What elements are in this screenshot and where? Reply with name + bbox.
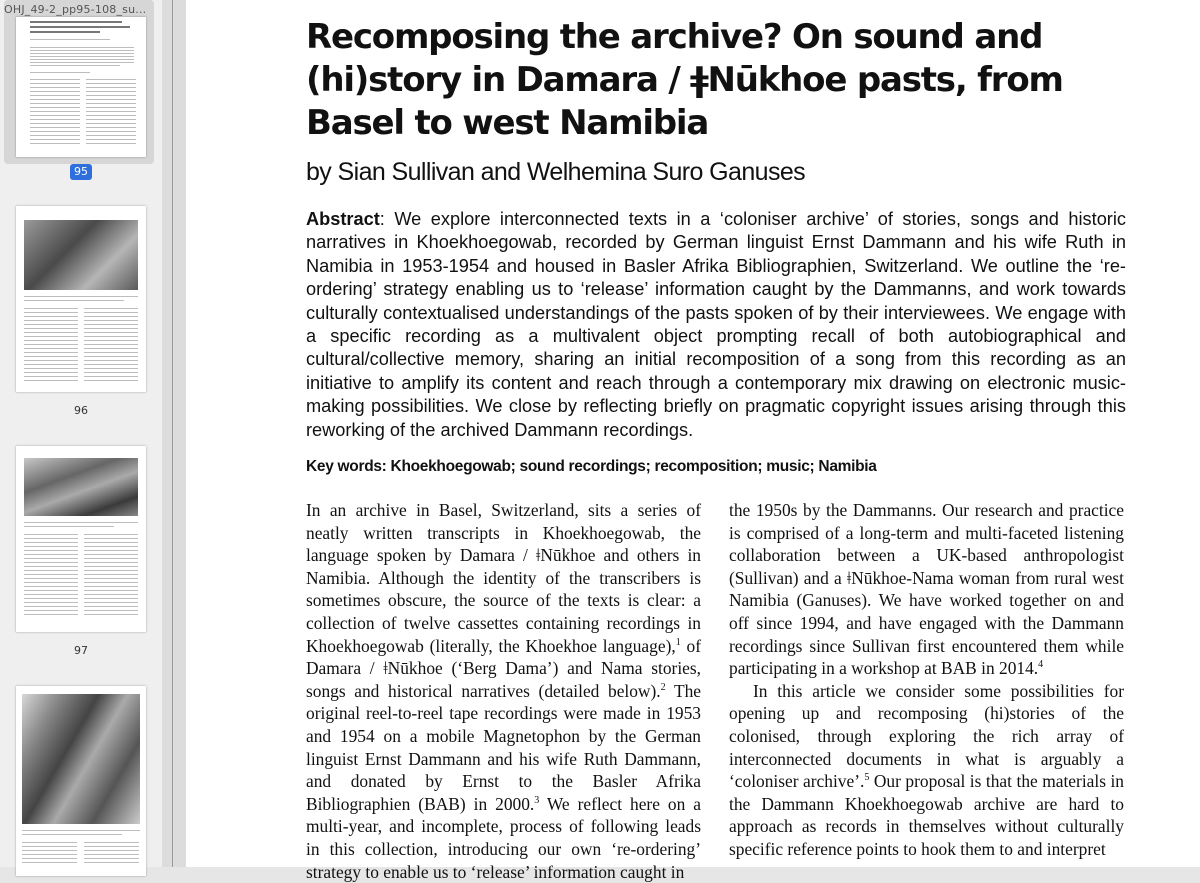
thumbnail-sidebar — [0, 0, 162, 867]
footnote-ref[interactable]: 1 — [675, 636, 681, 648]
body-paragraph — [729, 680, 1124, 861]
body-column-right — [729, 499, 1124, 861]
article-abstract — [306, 208, 1126, 442]
abstract-text: : We explore interconnected texts in a ‘coloniser archive’ of stories, songs and historic narratives in Khoekhoegowab, recorded by German linguist Ernst Dammann and his wife Ruth in Namibia in 1953-1954 and housed in Basler Afrika Bibliographien, Switzerland. We outline the ‘re-ordering’ strategy enabling us to ‘release’ information caught by the Dammanns, and work towards culturally contextualised understandings of the pasts spoken of by their interviewees. We engage with a specific recording as a multivalent object prompting recall of both autobiographical and cultural/collective memory, sharing an initial recomposition of a song from this recording as an initiative to amplify its content and reach through a contemporary mix drawing on electronic music-making possibilities. We close by reflecting briefly on pragmatic copyright issues arising through this reworking of the archived Dammann recordings. — [306, 209, 1126, 440]
page-thumbnail-95[interactable] — [16, 17, 146, 157]
article-byline: by Sian Sullivan and Welhemina Suro Ganuses — [306, 158, 806, 186]
sidebar-divider — [162, 0, 186, 867]
body-text: Our proposal is that the materials in the Dammann Khoekhoegowab archive are hard to approach as records in themselves without culturally specific reference points to hook them to and interpret — [729, 771, 1124, 859]
body-paragraph — [306, 499, 701, 883]
body-text: of Damara / ǂNūkhoe (‘Berg Dama’) and Nama stories, songs and historical narratives (detailed below). — [306, 635, 701, 701]
page-number-97: 97 — [74, 644, 88, 657]
page-number-96: 96 — [74, 404, 88, 417]
body-text: In this article we consider some possibilities for opening up and recomposing (hi)stories of the colonised, through exploring the rich array of interconnected documents in what is arguably a ‘coloniser archive’. — [729, 680, 1124, 792]
document-title: OHJ_49-2_pp95-108_su... — [4, 3, 147, 16]
body-text: We reflect here on a multi-year, and incomplete, process of following leads in this collection, introducing our own ‘re-ordering’ strategy to enable us to ‘release’ information caught in — [306, 793, 701, 882]
footnote-ref[interactable]: 5 — [864, 772, 870, 784]
article-title: Recomposing the archive? On sound and (hi)story in Damara / ǂNūkhoe pasts, from Basel to west Namibia — [306, 17, 1063, 143]
page-thumbnail-98[interactable] — [16, 686, 146, 876]
footnote-ref[interactable]: 4 — [1038, 659, 1044, 671]
footnote-ref[interactable]: 2 — [660, 681, 666, 693]
footnote-ref[interactable]: 3 — [534, 794, 540, 806]
page-number-95: 95 — [70, 164, 92, 180]
article-keywords: Key words: Khoekhoegowab; sound recordings; recomposition; music; Namibia — [306, 458, 877, 475]
page-thumbnail-96[interactable] — [16, 206, 146, 392]
scroll-gutter-line — [172, 0, 173, 867]
document-page — [186, 0, 1200, 882]
body-text: In an archive in Basel, Switzerland, sits a series of neatly written transcripts in Khoekhoegowab, the language spoken by Damara / ǂNūkhoe and others in Namibia. Although the identity of the transcribers is sometimes obscure, the source of the texts is clear: a collection of twelve cassettes containing recordings in Khoekhoegowab (literally, the Khoekhoe language), — [306, 500, 701, 656]
body-column-left — [306, 499, 701, 883]
abstract-label: Abstract — [306, 209, 380, 229]
page-thumbnail-97[interactable] — [16, 446, 146, 632]
body-text: The original reel-to-reel tape recordings were made in 1953 and 1954 on a mobile Magnetophon by the German linguist Ernst Dammann and his wife Ruth Dammann, and donated by Ernst to the Basler Afrika Bibliographien (BAB) in 2000. — [306, 680, 701, 814]
body-text: the 1950s by the Dammanns. Our research and practice is comprised of a long-term and multi-faceted listening collaboration between a UK-based anthropologist (Sullivan) and a ǂNūkhoe-Nama woman from rural west Namibia (Ganuses). We have worked together on and off since 1994, and have engaged with the Dammann recordings since Sullivan first encountered them while participating in a workshop at BAB in 2014. — [729, 500, 1124, 679]
body-paragraph — [729, 499, 1124, 680]
